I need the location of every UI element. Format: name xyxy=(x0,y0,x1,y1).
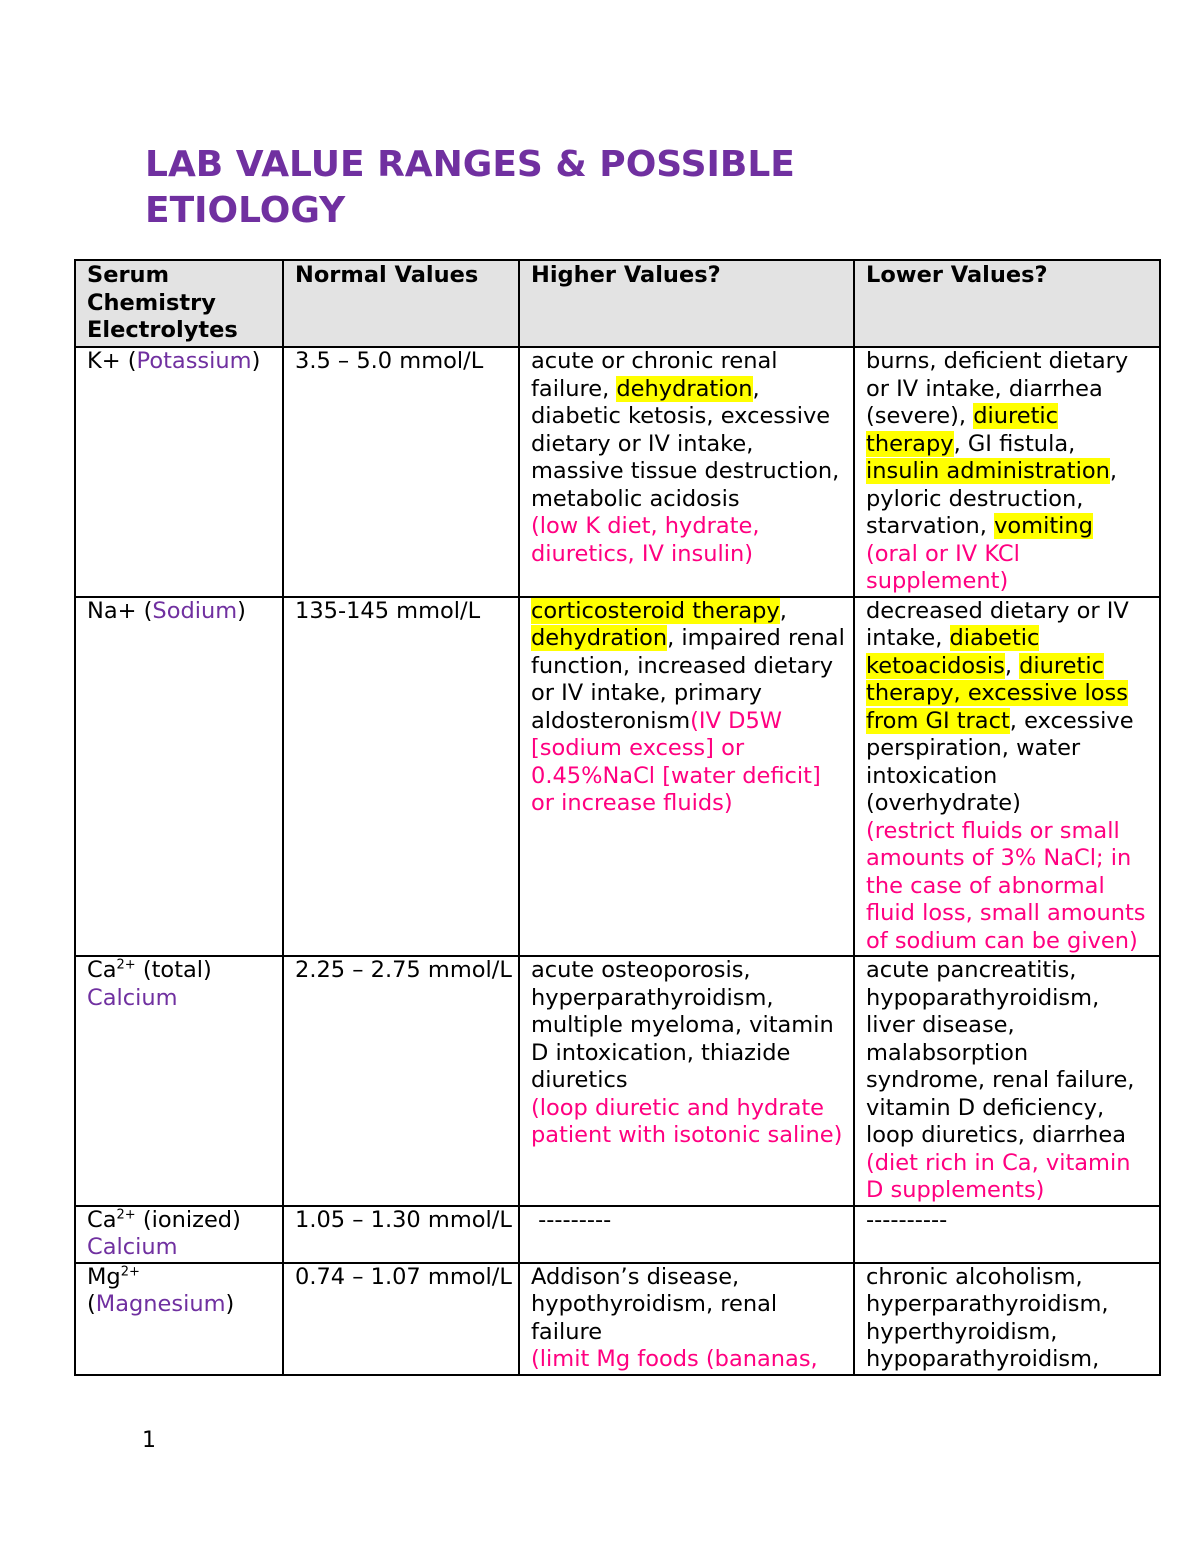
lab-values-table xyxy=(74,259,1161,1376)
highlighted-cause: diuretic therapy, excessive loss from GI tract xyxy=(866,652,1128,734)
normal-value-cell: 2.25 – 2.75 mmol/L xyxy=(283,956,519,1206)
higher-values-cell: --------- xyxy=(519,1206,854,1263)
electrolyte-symbol: Na+ ( xyxy=(87,597,153,624)
highlighted-cause: dehydration xyxy=(531,625,668,651)
header-normal-values: Normal Values xyxy=(283,260,519,347)
electrolyte-name: Sodium xyxy=(152,597,238,624)
electrolyte-symbol: Ca xyxy=(87,957,117,983)
electrolyte-name: Magnesium xyxy=(95,1291,226,1317)
treatment-note: (low K diet, hydrate, diuretics, IV insulin) xyxy=(531,513,760,567)
electrolyte-name: Potassium xyxy=(136,348,252,374)
cause-text: , impaired renal function, increased dietary or IV intake, primary aldosteronism xyxy=(531,625,845,734)
electrolyte-cell xyxy=(75,1206,283,1263)
highlighted-cause: dehydration xyxy=(616,375,753,402)
highlighted-cause: diuretic therapy xyxy=(866,403,1059,457)
electrolyte-paren: ) xyxy=(225,1291,235,1317)
highlighted-cause: insulin administration xyxy=(866,458,1110,484)
table-row-calcium-ionized xyxy=(75,1206,1160,1263)
treatment-note: (loop diuretic and hydrate patient with isotonic saline) xyxy=(531,1094,843,1148)
treatment-note: (diet rich in Ca, vitamin D supplements) xyxy=(866,1149,1131,1203)
cause-text: , diabetic ketosis, excessive dietary or IV intake, massive tissue destruction, metabolic acidosis xyxy=(531,375,840,512)
ion-charge: 2+ xyxy=(116,957,136,973)
electrolyte-paren: ( xyxy=(87,1291,96,1317)
document-title: LAB VALUE RANGES & POSSIBLE ETIOLOGY xyxy=(145,144,795,231)
electrolyte-name: Calcium xyxy=(87,984,178,1011)
higher-values-cell xyxy=(519,1263,854,1375)
header-lower-values: Lower Values? xyxy=(854,260,1160,347)
electrolyte-symbol: Mg xyxy=(87,1263,121,1290)
table-row-sodium xyxy=(75,597,1160,957)
table-row-magnesium xyxy=(75,1263,1160,1375)
electrolyte-paren: ) xyxy=(251,348,261,374)
page-number: 1 xyxy=(142,1428,156,1453)
highlighted-cause: corticosteroid therapy xyxy=(531,597,780,624)
electrolyte-paren: ) xyxy=(237,597,246,624)
cause-text: chronic alcoholism, hyperparathyroidism, hyperthyroidism, hypoparathyroidism, xyxy=(866,1263,1109,1372)
normal-value-cell: 135-145 mmol/L xyxy=(283,597,519,957)
electrolyte-cell xyxy=(75,597,283,957)
treatment-note: (restrict fluids or small amounts of 3% NaCl; in the case of abnormal fluid loss, small amounts of sodium can be given) xyxy=(866,817,1146,954)
electrolyte-cell xyxy=(75,956,283,1206)
cause-text: acute osteoporosis, hyperparathyroidism, multiple myeloma, vitamin D intoxication, thiazide diuretics xyxy=(531,957,834,1093)
electrolyte-cell xyxy=(75,1263,283,1375)
cause-text: acute or chronic renal failure, xyxy=(531,348,778,402)
electrolyte-name: Calcium xyxy=(87,1234,178,1260)
treatment-note: (oral or IV KCl supplement) xyxy=(866,540,1020,594)
table-row-potassium xyxy=(75,347,1160,597)
normal-value-cell: 3.5 – 5.0 mmol/L xyxy=(283,347,519,597)
cause-text: Addison’s disease, hypothyroidism, renal failure xyxy=(531,1263,778,1345)
cause-text: decreased dietary or IV intake, xyxy=(866,597,1129,651)
cause-text: burns, deficient dietary or IV intake, diarrhea (severe), xyxy=(866,348,1129,429)
normal-value-cell xyxy=(283,1263,519,1375)
lower-values-cell xyxy=(854,956,1160,1206)
header-higher-values: Higher Values? xyxy=(519,260,854,347)
cause-text: , GI fistula, xyxy=(953,430,1076,457)
electrolyte-cell xyxy=(75,347,283,597)
lower-values-cell: ---------- xyxy=(854,1206,1160,1263)
highlighted-cause: diabetic ketoacidosis xyxy=(866,625,1040,679)
normal-value-text: 0.74 – 1.07 mmol/L xyxy=(295,1263,512,1290)
ion-charge: 2+ xyxy=(116,1207,136,1222)
cause-text: , xyxy=(1004,652,1020,679)
highlighted-cause: vomiting xyxy=(994,513,1093,539)
table-row-calcium-total xyxy=(75,956,1160,1206)
treatment-note: (limit Mg foods (bananas, xyxy=(531,1346,818,1372)
electrolyte-qualifier: (total) xyxy=(135,957,212,983)
cause-text: , pyloric destruction, starvation, xyxy=(866,458,1117,539)
higher-values-cell xyxy=(519,347,854,597)
electrolyte-symbol: K+ ( xyxy=(87,348,137,374)
header-serum-chemistry: Serum Chemistry Electrolytes xyxy=(75,260,283,347)
electrolyte-qualifier: (ionized) xyxy=(135,1206,241,1233)
higher-values-cell xyxy=(519,956,854,1206)
lower-values-cell xyxy=(854,347,1160,597)
cause-text: acute pancreatitis, hypoparathyroidism, liver disease, malabsorption syndrome, renal failure, vitamin D deficiency, loop diuretics, diarrhea xyxy=(866,957,1135,1148)
lower-values-cell xyxy=(854,1263,1160,1375)
higher-values-cell xyxy=(519,597,854,957)
ion-charge: 2+ xyxy=(120,1264,140,1279)
normal-value-cell: 1.05 – 1.30 mmol/L xyxy=(283,1206,519,1263)
table-header-row xyxy=(75,260,1160,347)
cause-text: , xyxy=(779,597,787,624)
treatment-note: (IV D5W [sodium excess] or 0.45%NaCl [water deficit] or increase fluids) xyxy=(531,707,821,816)
electrolyte-symbol: Ca xyxy=(87,1206,117,1233)
lower-values-cell xyxy=(854,597,1160,957)
cause-text: , excessive perspiration, water intoxication (overhydrate) xyxy=(866,707,1134,816)
